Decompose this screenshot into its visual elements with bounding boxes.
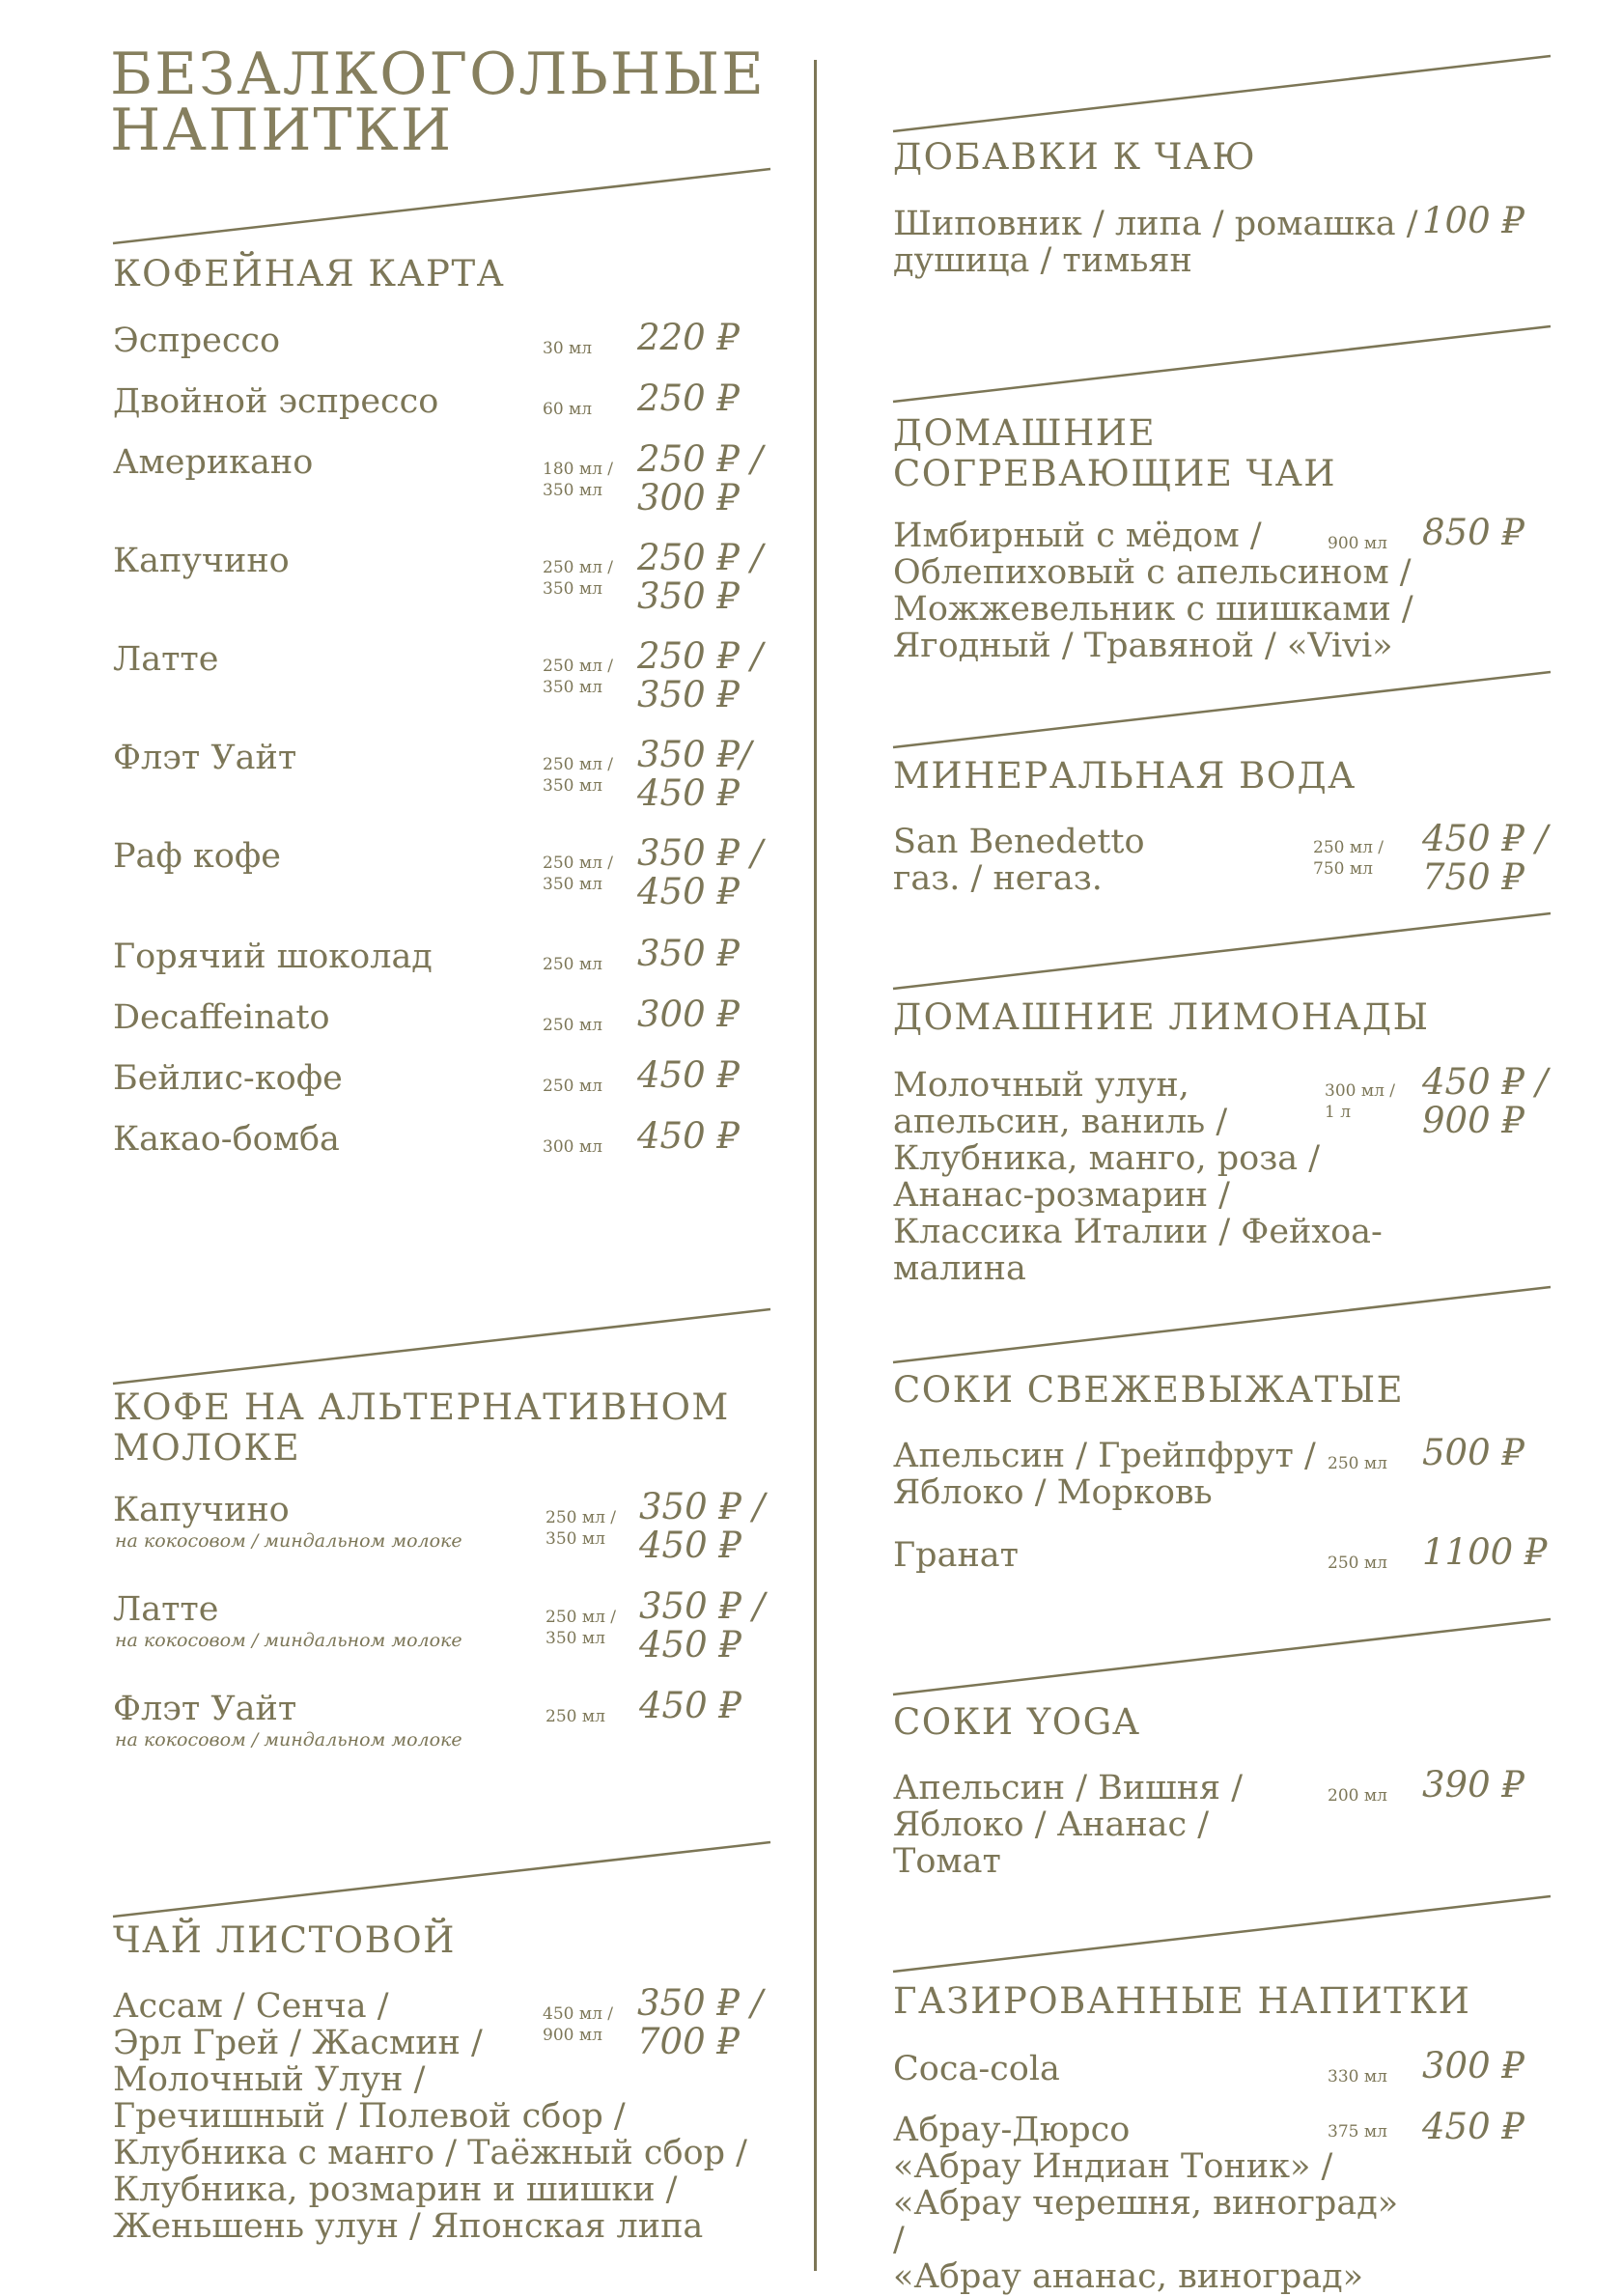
- item-volume: 30 мл: [543, 339, 593, 358]
- item-price: 350 ₽ / 450 ₽: [637, 832, 764, 912]
- item-price: 300 ₽: [1422, 2045, 1524, 2086]
- divider-top-right: [893, 56, 1551, 131]
- item-note: на кокосовом / миндальном молоке: [115, 1530, 462, 1552]
- divider-yoga: [893, 1619, 1551, 1694]
- item-note: на кокосовом / миндальном молоке: [115, 1729, 462, 1750]
- item-name: Американо: [113, 443, 314, 482]
- item-price: 300 ₽: [637, 994, 740, 1035]
- section-heading-warming-tea: ДОМАШНИЕ СОГРЕВАЮЩИЕ ЧАИ: [893, 412, 1337, 494]
- item-volume: 250 мл / 350 мл: [545, 1608, 617, 1648]
- item-name: Двойной эспрессо: [113, 382, 439, 421]
- item-name: Апельсин / Вишня / Яблоко / Ананас / Томат: [893, 1769, 1244, 1881]
- item-price: 250 ₽ / 300 ₽: [637, 438, 764, 518]
- item-price: 350 ₽: [637, 933, 740, 974]
- divider-mineral: [893, 672, 1551, 747]
- section-heading-leaf-tea: ЧАЙ ЛИСТОВОЙ: [113, 1919, 456, 1961]
- item-price: 450 ₽: [637, 1115, 740, 1157]
- item-price: 250 ₽: [637, 378, 740, 419]
- item-name: Капучино: [113, 1491, 290, 1529]
- item-name: Гранат: [893, 1536, 1020, 1575]
- divider-soda: [893, 1896, 1551, 1972]
- item-volume: 900 мл: [1328, 534, 1387, 553]
- item-volume: 450 мл / 900 мл: [543, 2004, 614, 2045]
- section-heading-coffee: КОФЕЙНАЯ КАРТА: [113, 253, 506, 294]
- item-name: Латте: [113, 640, 219, 679]
- item-price: 450 ₽: [637, 1054, 740, 1096]
- item-name: Капучино: [113, 542, 290, 580]
- item-volume: 200 мл: [1328, 1786, 1387, 1806]
- section-heading-alt-milk: КОФЕ НА АЛЬТЕРНАТИВНОМ МОЛОКЕ: [113, 1386, 730, 1469]
- item-price: 450 ₽ / 750 ₽: [1422, 818, 1549, 898]
- item-name: Абрау-Дюрсо «Абрау Индиан Тоник» / «Абрау черешня, виноград» / «Абрау ананас, виноград»: [893, 2111, 1399, 2296]
- section-heading-mineral: МИНЕРАЛЬНАЯ ВОДА: [893, 755, 1356, 797]
- item-price: 450 ₽ / 900 ₽: [1422, 1061, 1549, 1141]
- section-heading-soda: ГАЗИРОВАННЫЕ НАПИТКИ: [893, 1980, 1471, 2022]
- divider-leaf-tea: [113, 1842, 770, 1917]
- item-name: Флэт Уайт: [113, 1690, 297, 1728]
- item-name: Какао-бомба: [113, 1120, 340, 1159]
- item-volume: 180 мл / 350 мл: [543, 460, 614, 500]
- item-volume: 250 мл: [543, 1016, 602, 1035]
- section-heading-yoga: СОКИ YOGA: [893, 1701, 1140, 1743]
- divider-alt-milk: [113, 1309, 770, 1384]
- item-name: Decaffeinato: [113, 998, 330, 1037]
- item-volume: 250 мл / 350 мл: [543, 558, 614, 599]
- item-volume: 250 мл / 750 мл: [1313, 838, 1384, 879]
- item-volume: 250 мл: [543, 1077, 602, 1096]
- item-name: Ассам / Сенча / Эрл Грей / Жасмин / Молочный Улун / Гречишный / Полевой сбор / Клубника с манго / Таёжный сбор / Клубника, розмарин и шишки / Женьшень улун / Японская липа: [113, 1987, 747, 2246]
- divider-lemonades: [893, 913, 1551, 989]
- item-price: 350 ₽ / 450 ₽: [639, 1585, 766, 1666]
- item-volume: 250 мл / 350 мл: [545, 1508, 617, 1549]
- item-price: 500 ₽: [1422, 1432, 1524, 1473]
- item-price: 850 ₽: [1422, 512, 1524, 553]
- item-name: Молочный улун, апельсин, ваниль / Клубника, манго, роза / Ананас-розмарин / Классика Италии / Фейхоа-малина: [893, 1066, 1383, 1288]
- item-name: Латте: [113, 1590, 219, 1629]
- item-price: 350 ₽/ 450 ₽: [637, 734, 752, 814]
- divider-warming-tea: [893, 326, 1551, 402]
- divider-fresh-juice: [893, 1287, 1551, 1362]
- item-volume: 300 мл: [543, 1137, 602, 1157]
- item-price: 1100 ₽: [1422, 1531, 1548, 1573]
- section-heading-tea-addons: ДОБАВКИ К ЧАЮ: [893, 136, 1257, 178]
- item-volume: 330 мл: [1328, 2067, 1387, 2086]
- item-name: Coca-cola: [893, 2050, 1060, 2088]
- item-name: Апельсин / Грейпфрут / Яблоко / Морковь: [893, 1437, 1316, 1512]
- item-price: 100 ₽: [1422, 200, 1524, 241]
- item-volume: 250 мл: [545, 1707, 605, 1726]
- item-price: 450 ₽: [1422, 2106, 1524, 2147]
- item-volume: 250 мл: [1328, 1554, 1387, 1573]
- item-name: Бейлис-кофе: [113, 1059, 343, 1098]
- item-name: Горячий шоколад: [113, 938, 433, 976]
- item-volume: 250 мл / 350 мл: [543, 755, 614, 796]
- item-name: Флэт Уайт: [113, 739, 297, 777]
- item-price: 350 ₽ / 450 ₽: [639, 1486, 766, 1566]
- page-title: БЕЗАЛКОГОЛЬНЫЕ НАПИТКИ: [110, 41, 766, 164]
- item-price: 350 ₽ / 700 ₽: [637, 1982, 764, 2062]
- item-name: Шиповник / липа / ромашка / душица / тимьян: [893, 205, 1418, 280]
- item-name: San Benedetto газ. / негаз.: [893, 823, 1145, 898]
- item-name: Имбирный с мёдом / Облепиховый с апельсином / Можжевельник с шишками / Ягодный / Травяной / «Vivi»: [893, 517, 1413, 665]
- item-price: 250 ₽ / 350 ₽: [637, 635, 764, 715]
- item-price: 220 ₽: [637, 317, 740, 358]
- item-volume: 250 мл / 350 мл: [543, 854, 614, 894]
- vertical-divider: [814, 60, 817, 2271]
- item-name: Эспрессо: [113, 322, 281, 360]
- item-volume: 250 мл: [1328, 1454, 1387, 1473]
- item-price: 450 ₽: [639, 1685, 741, 1726]
- item-price: 250 ₽ / 350 ₽: [637, 537, 764, 617]
- item-volume: 300 мл / 1 л: [1325, 1081, 1396, 1122]
- item-note: на кокосовом / миндальном молоке: [115, 1630, 462, 1651]
- item-volume: 250 мл: [543, 955, 602, 974]
- item-name: Раф кофе: [113, 837, 281, 876]
- divider-title: [113, 169, 770, 243]
- item-volume: 250 мл / 350 мл: [543, 657, 614, 697]
- section-heading-fresh-juice: СОКИ СВЕЖЕВЫЖАТЫЕ: [893, 1369, 1405, 1411]
- item-volume: 60 мл: [543, 400, 593, 419]
- section-heading-lemonades: ДОМАШНИЕ ЛИМОНАДЫ: [893, 996, 1430, 1038]
- item-volume: 375 мл: [1328, 2122, 1387, 2142]
- item-price: 390 ₽: [1422, 1764, 1524, 1806]
